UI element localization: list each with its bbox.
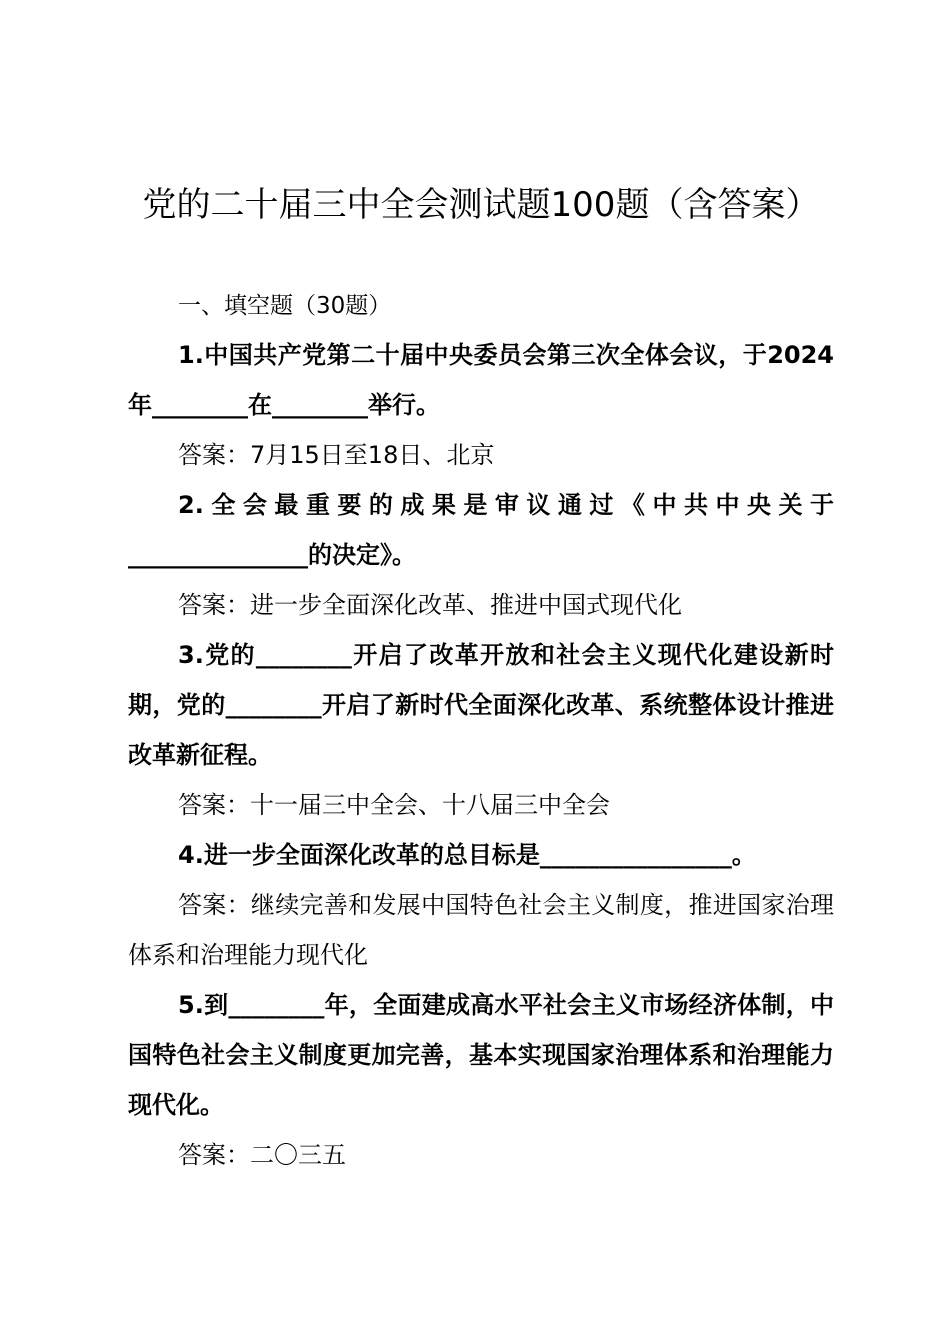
document-title: 党的二十届三中全会测试题100题（含答案）: [142, 185, 820, 225]
answer-5: 答案：二〇三五: [178, 1141, 346, 1169]
question-3: 3.党的________开启了改革开放和社会主义现代化建设新时期，党的________开启了新时代全面深化改革、系统整体设计推进改革新征程。: [128, 641, 834, 769]
answer-2: 答案：进一步全面深化改革、推进中国式现代化: [178, 591, 682, 619]
question-5: 5.到________年，全面建成高水平社会主义市场经济体制，中国特色社会主义制度更加完善，基本实现国家治理体系和治理能力现代化。: [128, 991, 834, 1119]
question-2: 2.全会最重要的成果是审议通过《中共中央关于_______________的决定》。: [128, 491, 834, 569]
answer-3: 答案：十一届三中全会、十八届三中全会: [178, 791, 610, 819]
answer-4: 答案：继续完善和发展中国特色社会主义制度，推进国家治理体系和治理能力现代化: [128, 891, 834, 969]
section-heading: 一、填空题（30题）: [178, 293, 392, 319]
question-4: 4.进一步全面深化改革的总目标是________________。: [178, 841, 756, 869]
answer-1: 答案：7月15日至18日、北京: [178, 441, 495, 469]
question-1: 1.中国共产党第二十届中央委员会第三次全体会议，于2024年________在________举行。: [128, 341, 834, 419]
